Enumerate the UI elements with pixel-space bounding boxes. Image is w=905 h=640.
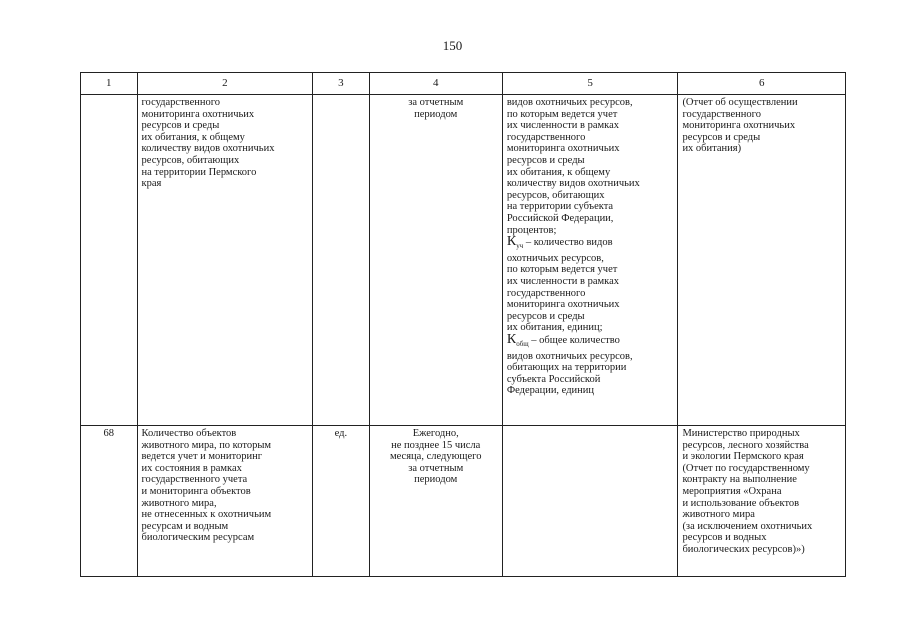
cell-period: Ежегодно, не позднее 15 числа месяца, следующего за отчетным периодом [369, 426, 502, 577]
header-col-1: 1 [81, 73, 138, 95]
cell-indicator-name: Количество объектов животного мира, по которым ведется учет и мониторинг их состояния в рамках государственного учета и мониторинга объектов животного мира, не отнесенных к охотничьим ресурсам и водным биологическим ресурсам [137, 426, 313, 577]
table-row [81, 426, 846, 577]
cell-calculation [502, 426, 678, 577]
header-col-4: 4 [369, 73, 502, 95]
symbol-k-obshch: К [506, 331, 517, 347]
cell-period: за отчетным периодом [369, 95, 502, 426]
cell-indicator-name: государственного мониторинга охотничьих ресурсов и среды их обитания, к общему количеству видов охотничьих ресурсов, обитающих на территории Пермского края [137, 95, 313, 426]
header-col-6: 6 [678, 73, 846, 95]
indicator-table [80, 72, 846, 577]
symbol-k-uch-subscript: уч [516, 242, 524, 251]
cell-calculation [502, 95, 678, 426]
table-header-row [81, 73, 846, 95]
header-col-5: 5 [502, 73, 678, 95]
cell-source: (Отчет об осуществлении государственного мониторинга охотничьих ресурсов и среды их обитания) [678, 95, 846, 426]
formula-text-3: – общее количество видов охотничьих ресурсов, обитающих на территории субъекта Российской Федерации, единиц [506, 334, 633, 397]
formula-text-2: – количество видов охотничьих ресурсов, по которым ведется учет их численности в рамках государственного мониторинга охотничьих ресурсов и среды их обитания, единиц; [506, 237, 620, 334]
cell-number [81, 95, 138, 426]
cell-unit [313, 95, 370, 426]
table-row [81, 95, 846, 426]
page-number: 150 [442, 38, 463, 53]
symbol-k-obshch-subscript: общ [516, 340, 529, 349]
symbol-k-uch: К [506, 234, 517, 250]
header-col-2: 2 [137, 73, 313, 95]
cell-source: Министерство природных ресурсов, лесного хозяйства и экологии Пермского края (Отчет по государственному контракту на выполнение мероприятия «Охрана и использование объектов животного мира (за исключением охотничьих ресурсов и водных биологических ресурсов)») [678, 426, 846, 577]
cell-number: 68 [81, 426, 138, 577]
cell-unit: ед. [313, 426, 370, 577]
header-col-3: 3 [313, 73, 370, 95]
formula-text-1: видов охотничьих ресурсов, по которым ведется учет их численности в рамках государственного мониторинга охотничьих ресурсов и среды их обитания, к общему количеству видов охотничьих ресурсов, обитающих на территории субъекта Российской Федерации, процентов; [506, 97, 640, 236]
